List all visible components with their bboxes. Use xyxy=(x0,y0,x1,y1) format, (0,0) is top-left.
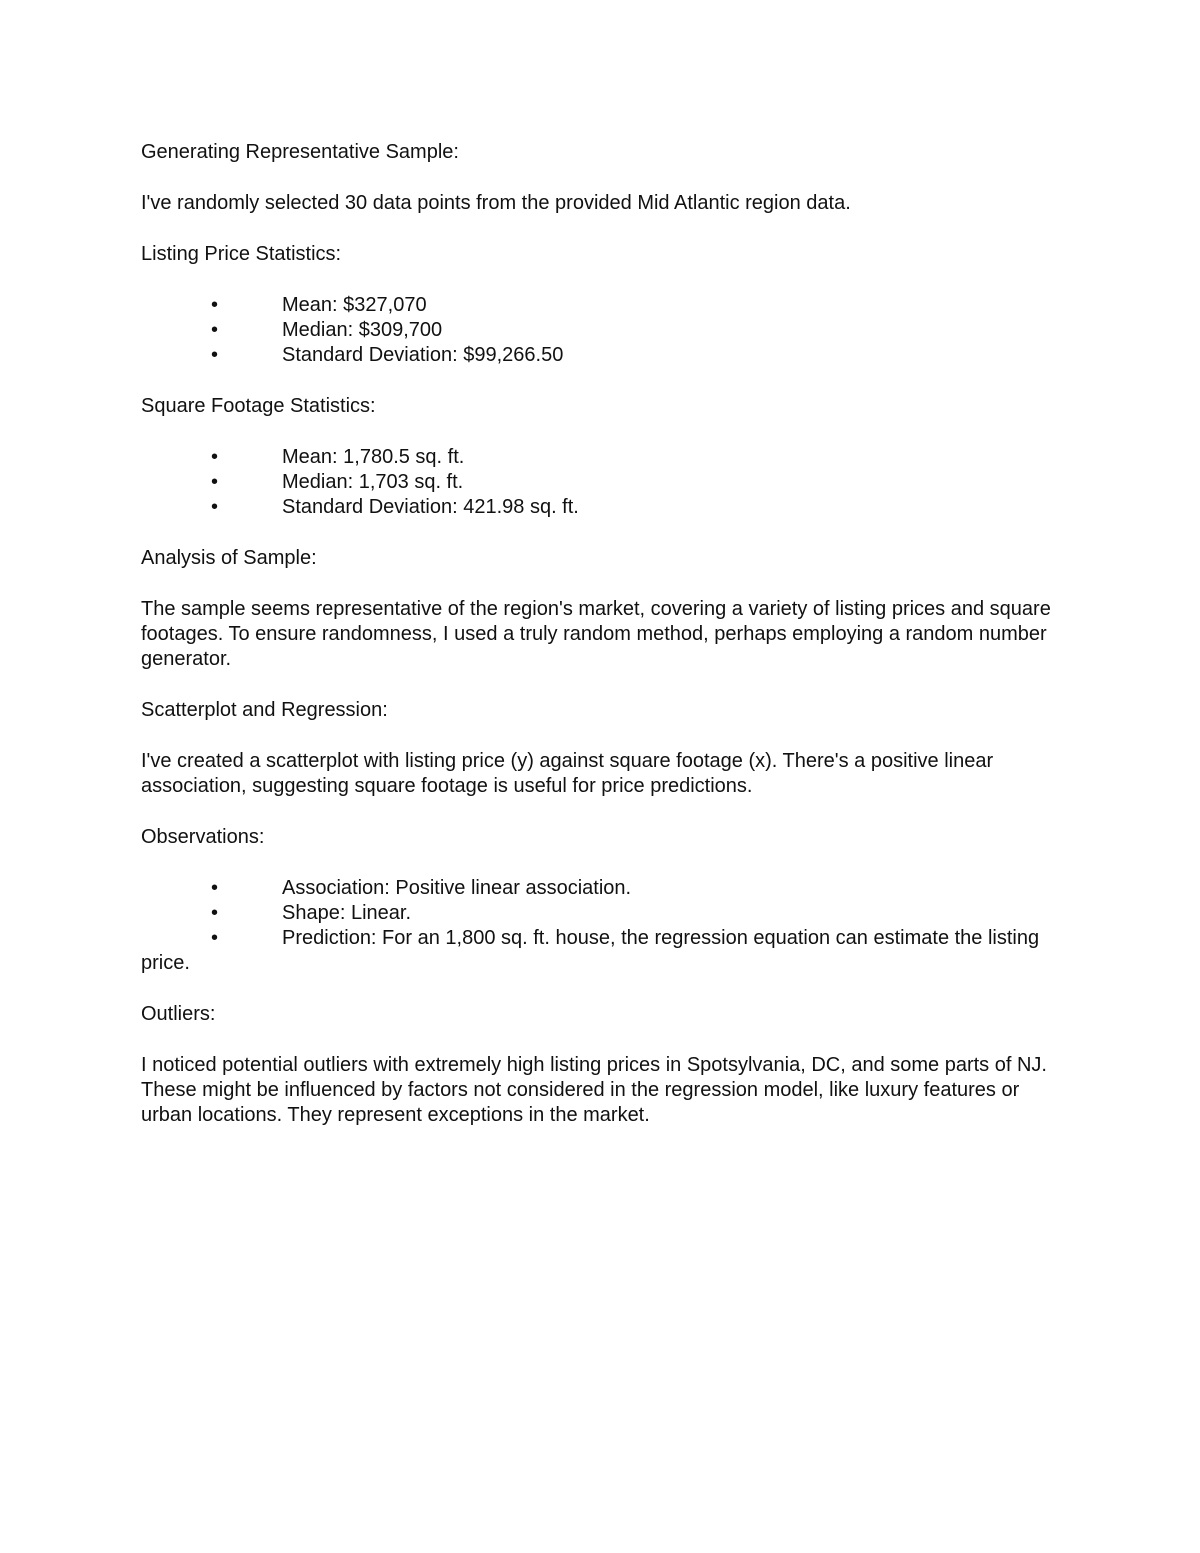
list-item xyxy=(141,876,1071,901)
bullet-icon: • xyxy=(211,319,219,341)
heading-sample: Generating Representative Sample: xyxy=(141,141,459,163)
bullet-icon: • xyxy=(211,877,219,899)
list-item xyxy=(141,293,1071,318)
heading-outliers: Outliers: xyxy=(141,1003,216,1025)
heading-listing-price: Listing Price Statistics: xyxy=(141,243,342,265)
intro-paragraph: I've randomly selected 30 data points from the provided Mid Atlantic region data. xyxy=(141,192,851,214)
square-footage-stats-list xyxy=(141,445,1071,520)
observation-text: Shape: Linear. xyxy=(282,902,411,924)
list-item xyxy=(141,318,1071,343)
bullet-icon: • xyxy=(211,344,219,366)
stat-text: Mean: 1,780.5 sq. ft. xyxy=(282,446,465,468)
observations-list xyxy=(141,876,1071,926)
observation-text: Association: Positive linear association. xyxy=(282,877,632,899)
bullet-icon: • xyxy=(211,294,219,316)
bullet-icon: • xyxy=(211,446,219,468)
bullet-icon: • xyxy=(211,927,219,949)
heading-observations: Observations: xyxy=(141,826,265,848)
stat-text: Median: 1,703 sq. ft. xyxy=(282,471,464,493)
stat-text: Standard Deviation: $99,266.50 xyxy=(282,344,564,366)
bullet-icon: • xyxy=(211,902,219,924)
list-item xyxy=(141,470,1071,495)
heading-analysis: Analysis of Sample: xyxy=(141,547,317,569)
stat-text: Mean: $327,070 xyxy=(282,294,427,316)
outliers-paragraph: I noticed potential outliers with extremely high listing prices in Spotsylvania, DC, and some parts of NJ. These might be influenced by factors not considered in the regression model, like luxury features or urban locations. They represent exceptions in the market. xyxy=(141,1054,1047,1126)
document-body xyxy=(141,140,1071,1154)
bullet-icon: • xyxy=(211,496,219,518)
heading-square-footage: Square Footage Statistics: xyxy=(141,395,376,417)
list-item xyxy=(141,445,1071,470)
list-item xyxy=(141,901,1071,926)
heading-scatterplot: Scatterplot and Regression: xyxy=(141,699,388,721)
analysis-paragraph: The sample seems representative of the region's market, covering a variety of listing prices and square footages. To ensure randomness, I used a truly random method, perhaps employing a random number generator. xyxy=(141,598,1051,670)
bullet-icon: • xyxy=(211,471,219,493)
scatterplot-paragraph: I've created a scatterplot with listing price (y) against square footage (x). There's a positive linear association, suggesting square footage is useful for price predictions. xyxy=(141,750,994,797)
list-item xyxy=(141,495,1071,520)
stat-text: Median: $309,700 xyxy=(282,319,443,341)
listing-price-stats-list xyxy=(141,293,1071,368)
list-item xyxy=(141,343,1071,368)
stat-text: Standard Deviation: 421.98 sq. ft. xyxy=(282,496,579,518)
observation-text: Prediction: For an 1,800 sq. ft. house, the regression equation can estimate the listing price. xyxy=(141,927,1040,974)
observation-prediction-item xyxy=(141,926,1071,976)
